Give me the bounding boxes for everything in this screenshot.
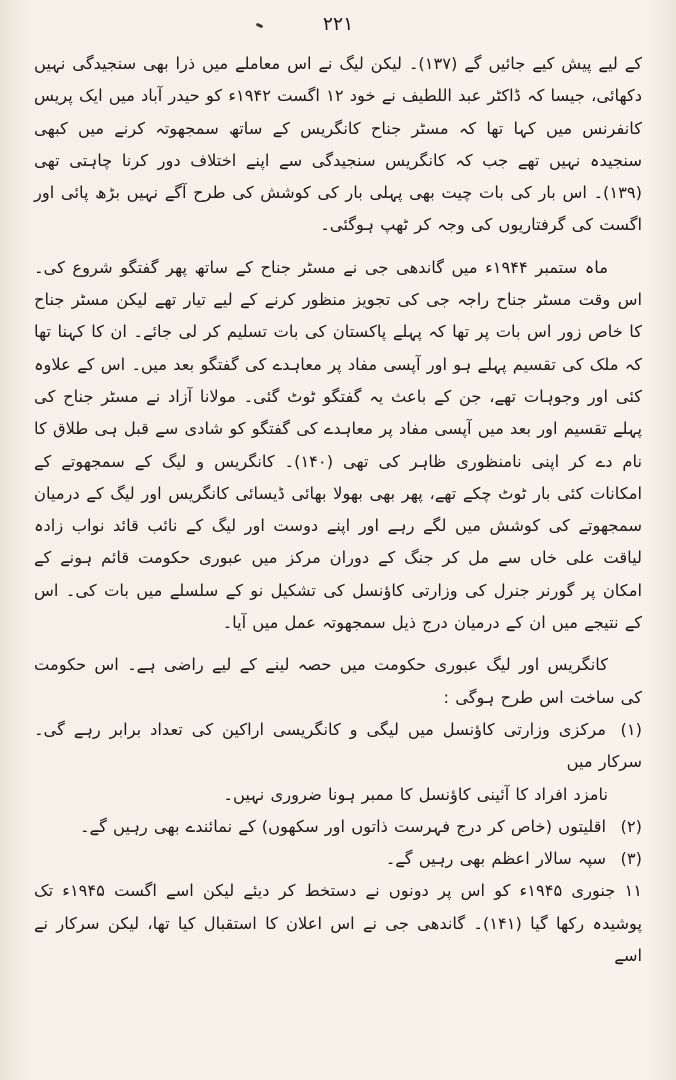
paragraph-1: کے لیے پیش کیے جائیں گے (۱۳۷)۔ لیکن لیگ نے اس معاملے میں ذرا بھی سنجیدگی نہیں دکھائی، جیسا کہ ڈاکٹر عبد اللطیف نے خود ۱۲ اگست ۱۹۴۲ء کو حیدر آباد میں ایک پریس کانفرنس میں کہا تھا کہ مسٹر جناح کانگریس کے ساتھ سمجھوتہ کرنے میں کبھی سنجیدہ نہیں تھے جب کہ کانگریس سنجیدگی سے اپنے اختلاف دور کرنا چاہتی تھی (۱۳۹)۔ اس بار کی بات چیت بھی پہلی بار کی کوشش کی طرح آگے نہیں بڑھ پائی اور اگست کی گرفتاریوں کی وجہ کر ٹھپ ہوگئی۔ (34, 54, 643, 235)
terms-list (34, 714, 642, 875)
list-number: (۱) (620, 719, 642, 739)
list-item-2 (34, 811, 642, 843)
paragraph-3: کانگریس اور لیگ عبوری حکومت میں حصہ لینے کے لیے راضی ہے۔ اس حکومت کی ساخت اس طرح ہوگی : (34, 655, 642, 707)
list-item-text: مرکزی وزارتی کاؤنسل میں لیگی و کانگریسی اراکین کی تعداد برابر رہے گی۔ سرکار میں (34, 719, 642, 772)
list-number: (۳) (620, 849, 642, 869)
list-item-text: اقلیتوں (خاص کر درج فہرست ذاتوں اور سکھوں) کے نمائندے بھی رہیں گے۔ (80, 816, 606, 836)
list-item-1 (34, 714, 642, 779)
list-number: (۲) (620, 816, 642, 836)
list-item-1-continuation: نامزد افراد کا آئینی کاؤنسل کا ممبر ہونا ضروری نہیں۔ (223, 784, 608, 804)
page-body (34, 48, 642, 972)
list-item-text: سپہ سالار اعظم بھی رہیں گے۔ (385, 849, 606, 869)
closing-paragraph: ۱۱ جنوری ۱۹۴۵ء کو اس پر دونوں نے دستخط کر دیئے لیکن اسے اگست ۱۹۴۵ء تک پوشیدہ رکھا گیا (۱۴۱)۔ گاندھی جی نے اس اعلان کا استقبال کیا تھا، لیکن سرکار نے اسے (34, 881, 643, 966)
page-number: ۲۲۱ (322, 13, 354, 35)
paragraph-2: ماہ ستمبر ۱۹۴۴ء میں گاندھی جی نے مسٹر جناح کے ساتھ پھر گفتگو شروع کی۔ اس وقت مسٹر جناح راجہ جی کی تجویز منظور کرنے کے لیے تیار تھے لیکن مسٹر جناح کا خاص زور اس بات پر تھا کہ پہلے پاکستان کی بات تسلیم کر لی جائے۔ ان کا کہنا تھا کہ ملک کی تقسیم پہلے ہو اور آپسی مفاد پر معاہدے کی گفتگو بعد میں۔ اس کے علاوہ کئی اور وجوہات تھے، جن کے باعث یہ گفتگو ٹوٹ گئی۔ مولانا آزاد نے مسٹر جناح کی پہلے تقسیم اور بعد میں آپسی مفاد پر معاہدے کی گفتگو کو شادی سے قبل ہی طلاق کا نام دے کر اپنی نامنظوری ظاہر کی تھی (۱۴۰)۔ کانگریس و لیگ کے سمجھوتے کے امکانات کئی بار ٹوٹ چکے تھے، پھر بھی بھولا بھائی ڈیسائی کانگریس اور لیگ کے درمیان سمجھوتے کی کوشش میں لگے رہے اور اپنے دوست اور لیگ کے نائب قائد نواب زادہ لیاقت علی خاں سے مل کر جنگ کے دوران مرکز میں عبوری حکومت قائم ہونے کے امکان پر گورنر جنرل کی وزارتی کاؤنسل کی تشکیل نو کے سلسلے میں بات کی۔ اس کے نتیجے میں ان کے درمیان درج ذیل سمجھوتہ عمل میں آیا۔ (34, 257, 642, 633)
list-item-3 (34, 843, 642, 875)
